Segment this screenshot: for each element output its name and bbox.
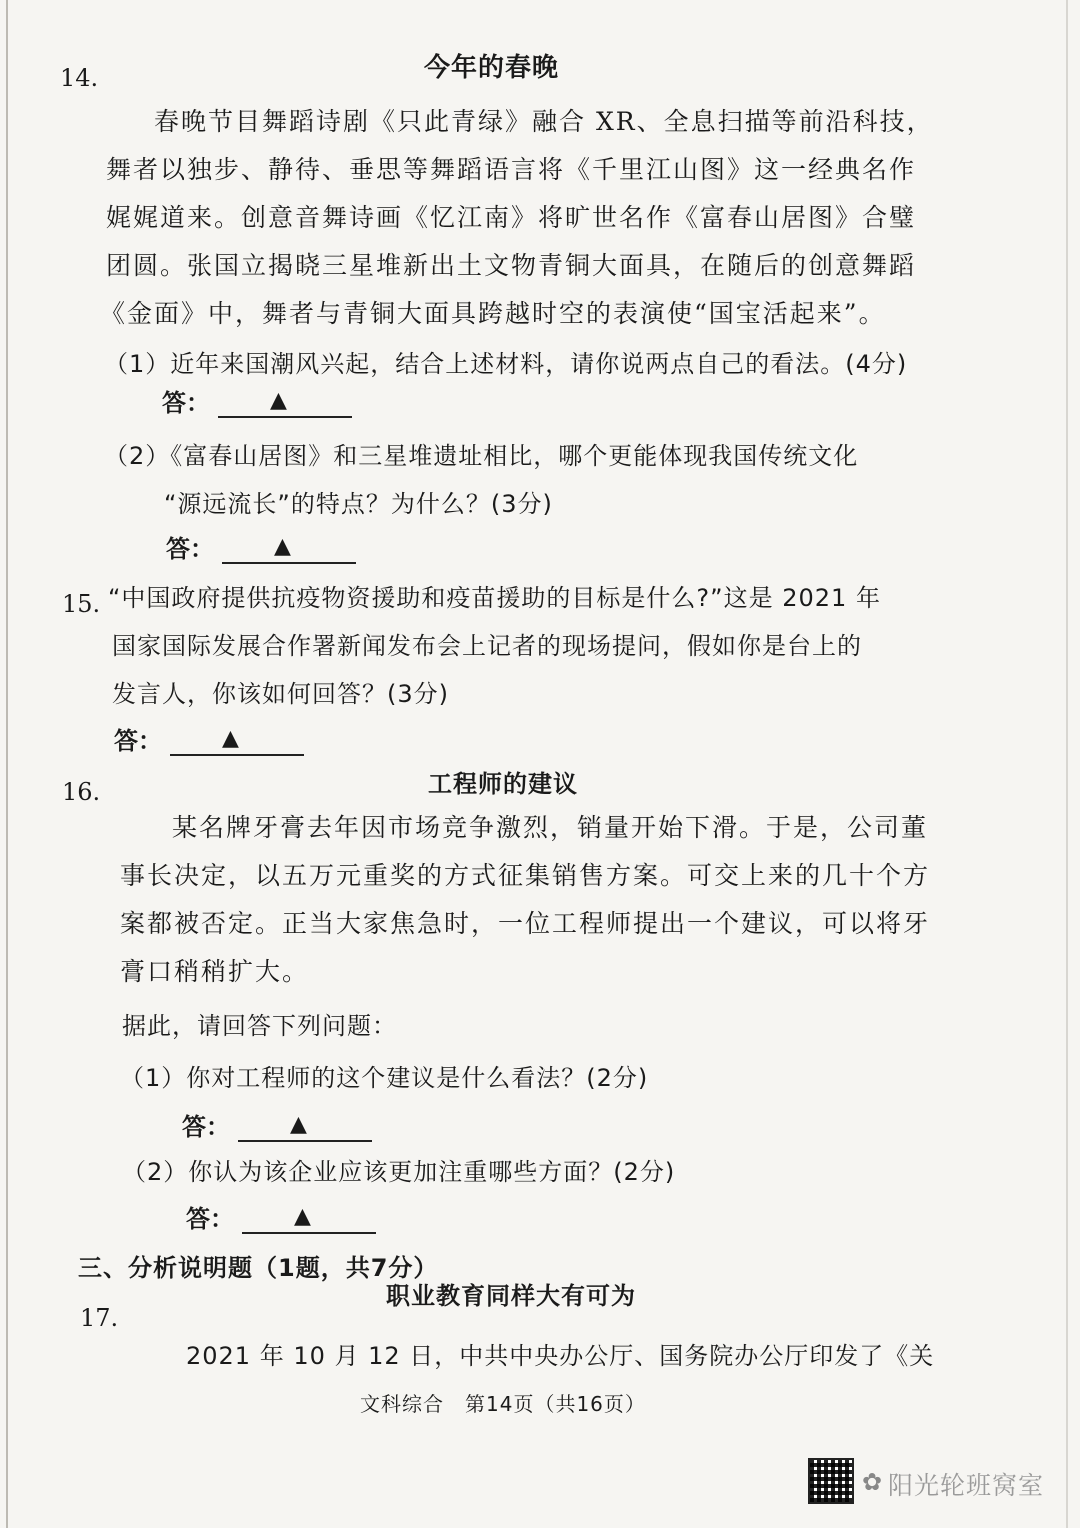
question-14-sub-2-line-1: （2）《富春山居图》和三星堆遗址相比，哪个更能体现我国传统文化 [104, 442, 859, 470]
question-16-title: 工程师的建议 [428, 770, 578, 798]
question-14-number: 14. [60, 64, 99, 92]
page-footer: 文科综合 第14页（共16页） [360, 1392, 646, 1416]
question-16-sub-2: （2）你认为该企业应该更加注重哪些方面？(2分) [122, 1158, 676, 1186]
answer-14-1[interactable] [162, 388, 352, 418]
question-16-number: 16. [62, 778, 101, 806]
question-14-sub-2-line-2: “源远流长”的特点？为什么？(3分) [164, 490, 553, 518]
question-17-title: 职业教育同样大有可为 [386, 1282, 636, 1310]
answer-16-2[interactable] [186, 1204, 376, 1234]
question-15-line-1: “中国政府提供抗疫物资援助和疫苗援助的目标是什么?”这是 2021 年 [108, 584, 881, 612]
question-16-line-2: 事长决定，以五万元重奖的方式征集销售方案。可交上来的几十个方 [120, 861, 931, 890]
triangle-marker-icon: ▲ [222, 726, 239, 751]
question-16-line-3: 案都被否定。正当大家焦急时，一位工程师提出一个建议，可以将牙 [120, 909, 931, 938]
triangle-marker-icon: ▲ [270, 388, 287, 413]
answer-label: 答： [186, 1205, 234, 1233]
question-14-line-5: 《金面》中，舞者与青铜大面具跨越时空的表演使“国宝活起来”。 [100, 299, 886, 328]
question-16-prompt: 据此，请回答下列问题： [122, 1012, 397, 1040]
question-15-number: 15. [62, 590, 101, 618]
question-15-line-2: 国家国际发展合作署新闻发布会上记者的现场提问，假如你是台上的 [112, 632, 862, 660]
page-fold [1066, 0, 1068, 1528]
question-14-line-3: 娓娓道来。创意音舞诗画《忆江南》将旷世名作《富春山居图》合璧 [106, 203, 917, 232]
question-14-sub-1: （1）近年来国潮风兴起，结合上述材料，请你说两点自己的看法。(4分) [104, 350, 908, 378]
question-14-line-4: 团圆。张国立揭晓三星堆新出土文物青铜大面具，在随后的创意舞蹈 [106, 251, 917, 280]
question-14-title: 今年的春晚 [424, 53, 560, 83]
answer-label: 答： [182, 1113, 230, 1141]
answer-16-1[interactable] [182, 1112, 372, 1142]
question-15-line-3: 发言人，你该如何回答？(3分) [112, 680, 449, 708]
section-3-heading: 三、分析说明题（1题，共7分） [78, 1254, 439, 1282]
answer-label: 答： [162, 389, 210, 417]
answer-blank[interactable] [218, 388, 352, 418]
answer-blank[interactable] [238, 1112, 372, 1142]
answer-label: 答： [114, 727, 162, 755]
question-17-line-1: 2021 年 10 月 12 日，中共中央办公厅、国务院办公厅印发了《关 [186, 1342, 935, 1370]
question-16-sub-1: （1）你对工程师的这个建议是什么看法？(2分) [120, 1064, 649, 1092]
answer-14-2[interactable] [166, 534, 356, 564]
answer-label: 答： [166, 535, 214, 563]
question-16-line-4: 膏口稍稍扩大。 [120, 957, 310, 986]
page-edge [6, 0, 8, 1528]
answer-blank[interactable] [222, 534, 356, 564]
question-14-line-1: 春晚节目舞蹈诗剧《只此青绿》融合 XR、全息扫描等前沿科技， [154, 107, 934, 136]
question-16-line-1: 某名牌牙膏去年因市场竞争激烈，销量开始下滑。于是，公司董 [172, 813, 929, 842]
question-14-line-2: 舞者以独步、静待、垂思等舞蹈语言将《千里江山图》这一经典名作 [106, 155, 917, 184]
answer-blank[interactable] [242, 1204, 376, 1234]
answer-15[interactable] [114, 726, 304, 756]
qr-code-icon [808, 1458, 854, 1504]
wechat-icon: ✿ [862, 1468, 883, 1496]
triangle-marker-icon: ▲ [274, 534, 291, 559]
triangle-marker-icon: ▲ [290, 1112, 307, 1137]
question-17-number: 17. [80, 1304, 119, 1332]
watermark-text: 阳光轮班窝室 [888, 1471, 1045, 1500]
triangle-marker-icon: ▲ [294, 1204, 311, 1229]
answer-blank[interactable] [170, 726, 304, 756]
